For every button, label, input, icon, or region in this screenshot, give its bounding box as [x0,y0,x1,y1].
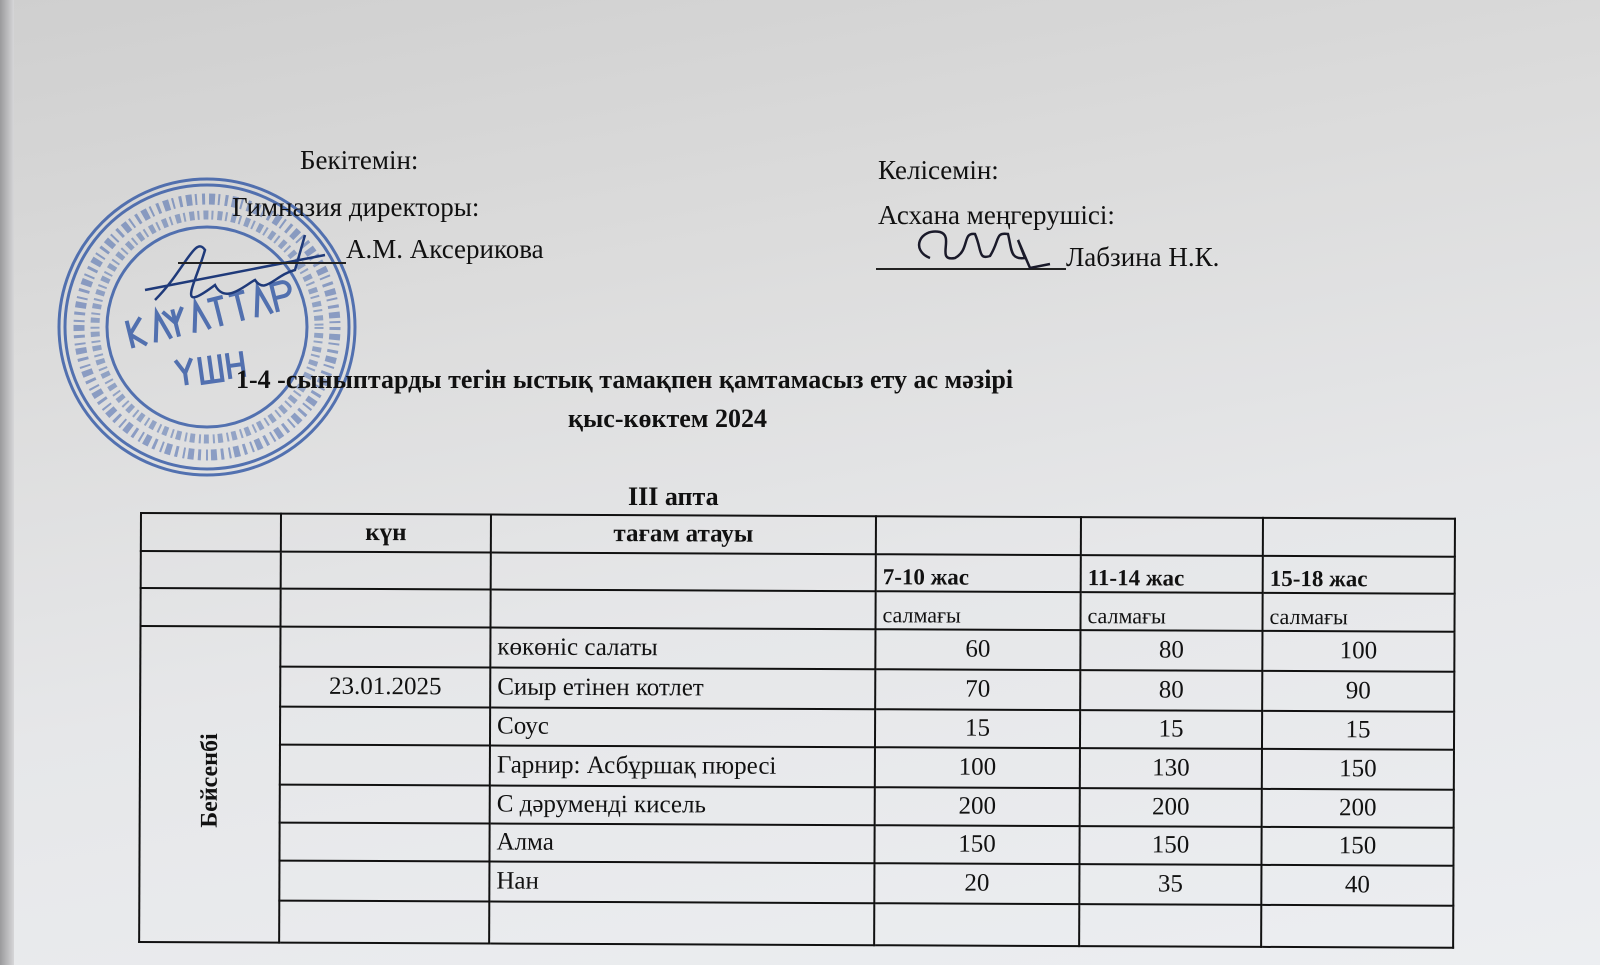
portion-value: 80 [1080,670,1262,711]
age-row [141,551,1455,594]
canteen-head-name: Лабзина Н.К. [1066,242,1220,272]
table-row [140,666,1454,712]
weight-label: салмағы [1080,592,1262,631]
portion-value: 100 [1262,631,1454,672]
portion-value: 90 [1262,671,1454,712]
age-group: 7-10 жас [876,554,1081,592]
portion-value: 200 [875,787,1080,826]
portion-value: 200 [1262,789,1454,828]
portion-value: 20 [874,863,1079,904]
portion-value: 35 [1079,864,1261,905]
portion-value: 70 [875,669,1080,710]
portion-value: 80 [1080,630,1262,671]
table-row-empty [139,900,1453,948]
age-group: 11-14 жас [1081,555,1263,593]
dish-name: Сиыр етінен котлет [490,668,875,710]
weight-label: салмағы [875,591,1080,630]
portion-value: 15 [1262,711,1454,750]
dish-name: Алма [489,824,874,864]
portion-value: 40 [1261,865,1453,906]
dish-name: Соус [490,708,875,748]
portion-value: 15 [1080,710,1262,749]
age-group: 15-18 жас [1263,556,1455,594]
table-row [139,822,1453,866]
portion-value: 150 [874,825,1079,864]
header-dish: тағам атауы [491,515,876,555]
portion-value: 60 [875,629,1080,670]
portion-value: 130 [1080,748,1262,789]
day-name: Бейсенбі [196,733,223,829]
canteen-head-signature [900,220,1060,275]
director-position: Гимназия директоры: [232,192,480,222]
weight-label: салмағы [1262,593,1454,632]
weight-row [141,588,1455,632]
portion-value: 150 [1261,827,1453,866]
portion-value: 15 [875,709,1080,748]
menu-title: 1-4 -сыныптарды тегін ыстық тамақпен қамтамасыз ету ас мәзірі [236,365,1014,394]
table-row [140,784,1454,828]
portion-value: 150 [1262,749,1454,790]
dish-name: Нан [489,862,874,904]
portion-value: 200 [1080,788,1262,827]
table-row [140,744,1454,790]
dish-name: Гарнир: Асбұршақ пюресі [490,746,875,788]
header-row [141,513,1455,557]
portion-value: 100 [875,747,1080,788]
date-cell: 23.01.2025 [280,667,490,708]
day-cell [139,626,280,943]
week-label: III апта [628,482,719,511]
approve-label: Бекітемін: [300,145,419,175]
table-row [139,860,1453,906]
dish-name: С дәруменді кисель [490,786,875,826]
page-edge-shadow [0,0,14,965]
dish-name: көкөніс салаты [490,628,875,670]
portion-value: 150 [1079,826,1261,865]
header-day: күн [281,514,491,553]
menu-table [138,512,1456,949]
director-signature-line [178,262,346,264]
canteen-head-position: Асхана меңгерушісі: [878,200,1115,230]
table-row [140,626,1454,672]
table-row [140,706,1454,750]
menu-season: қыс-көктем 2024 [568,404,767,433]
agree-label: Келісемін: [878,155,999,185]
director-name: А.М. Аксерикова [346,234,544,264]
